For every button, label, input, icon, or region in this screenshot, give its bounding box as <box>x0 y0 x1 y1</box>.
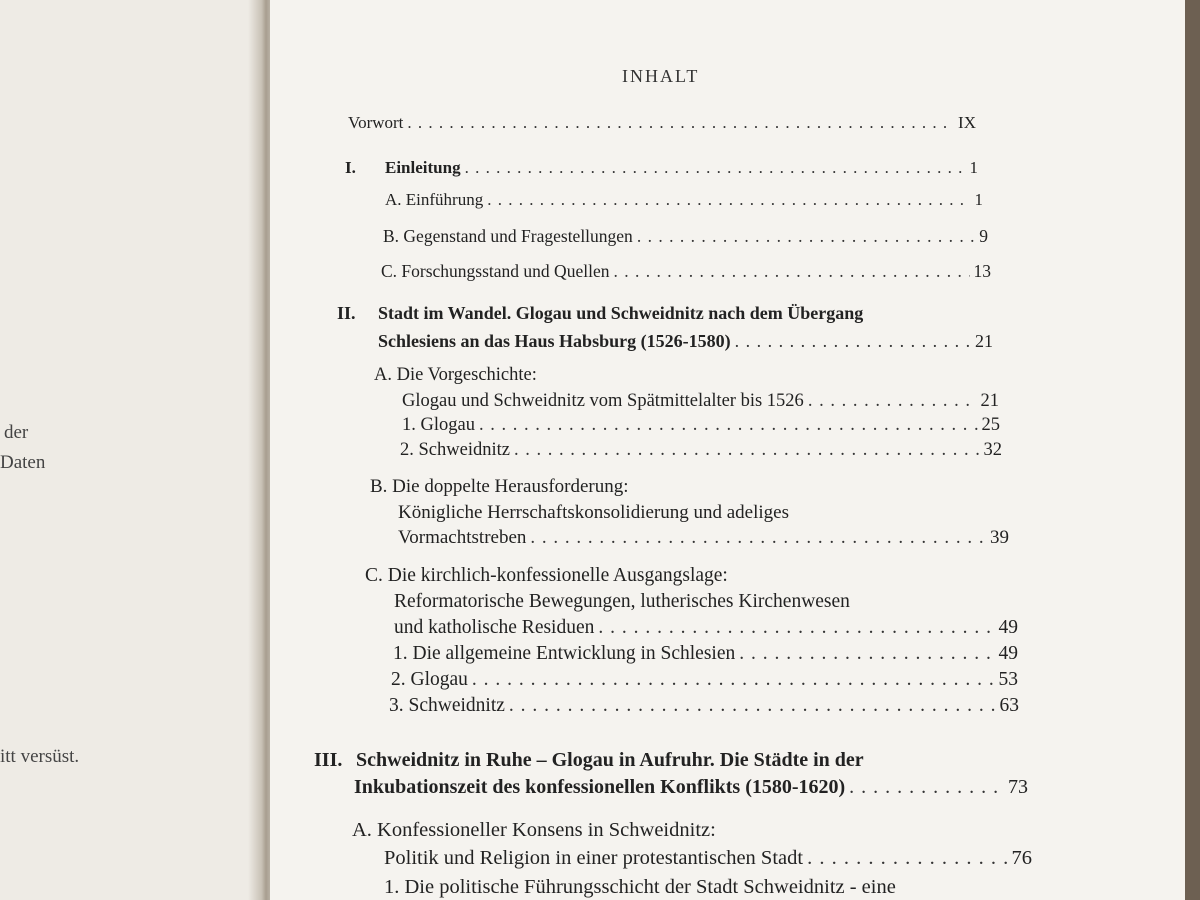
toc-entry-1a <box>385 190 983 210</box>
toc-page-number: 13 <box>973 261 991 281</box>
toc-entry-2c3 <box>389 695 1019 717</box>
leader-dots <box>407 113 954 133</box>
page-title: INHALT <box>622 66 700 86</box>
toc-entry-label: B. Gegenstand und Fragestellungen <box>383 226 633 246</box>
left-page <box>0 0 262 900</box>
toc-entry-label: 1. Glogau <box>402 415 475 435</box>
toc-page-number: 21 <box>980 391 999 411</box>
leader-dots <box>472 669 995 691</box>
toc-page-number: 49 <box>998 643 1018 664</box>
leader-dots <box>849 776 1004 799</box>
chapter-number: III. <box>314 749 343 771</box>
toc-entry-vorwort <box>348 113 976 133</box>
toc-entry-label: Glogau und Schweidnitz vom Spätmittelalter bis 1526 <box>402 391 804 411</box>
toc-page-number: 1 <box>969 158 978 177</box>
toc-section-heading: A. Konfessioneller Konsens in Schweidnitz: <box>352 819 716 841</box>
leader-dots <box>808 391 977 412</box>
toc-chapter-title: Stadt im Wandel. Glogau und Schweidnitz nach dem Übergang <box>378 303 864 323</box>
toc-page-number: 39 <box>990 527 1009 548</box>
leader-dots <box>465 158 966 178</box>
chapter-number: II. <box>337 303 356 323</box>
left-page-fragment: Daten <box>0 452 46 473</box>
toc-section-heading: C. Die kirchlich-konfessionelle Ausgangslage: <box>365 565 728 586</box>
leader-dots <box>735 331 971 352</box>
toc-entry-1b <box>383 226 988 247</box>
leader-dots <box>514 440 980 461</box>
toc-chapter-2 <box>378 331 993 352</box>
leader-dots <box>509 695 996 717</box>
toc-page-number: 73 <box>1008 776 1028 798</box>
toc-entry-2c1 <box>393 643 1018 665</box>
toc-entry-2a <box>402 391 999 412</box>
toc-entry-label: Vorwort <box>348 113 404 132</box>
left-page-fragment: itt versüst. <box>0 746 80 767</box>
leader-dots <box>637 226 975 247</box>
leader-dots <box>613 261 969 282</box>
toc-chapter-title: Schweidnitz in Ruhe – Glogau in Aufruhr. Die Städte in der <box>356 749 864 771</box>
toc-entry-label: 1. Die allgemeine Entwicklung in Schlesien <box>393 643 736 664</box>
leader-dots <box>487 190 970 210</box>
toc-entry-label: 2. Schweidnitz <box>400 440 510 460</box>
toc-page-number: 32 <box>983 440 1002 460</box>
toc-page-number: 1 <box>974 190 983 209</box>
toc-entry-label: A. Einführung <box>385 190 484 209</box>
leader-dots <box>807 847 1007 870</box>
toc-entry-2c2 <box>391 669 1018 691</box>
toc-entry-label: 3. Schweidnitz <box>389 695 505 716</box>
toc-page-number: 76 <box>1011 847 1032 869</box>
toc-section-line: Königliche Herrschaftskonsolidierung und adeliges <box>398 502 789 523</box>
toc-page-number: 63 <box>999 695 1019 716</box>
toc-chapter-1 <box>385 158 978 178</box>
leader-dots <box>530 527 986 549</box>
toc-entry-2a1 <box>402 415 1000 436</box>
page-edge-shadow <box>1185 0 1200 900</box>
toc-entry-label: Vormachtstreben <box>398 527 527 548</box>
leader-dots <box>598 617 994 639</box>
toc-entry-2c <box>394 617 1018 639</box>
toc-page-number: 9 <box>979 226 988 246</box>
toc-chapter-title: Schlesiens an das Haus Habsburg (1526-1580) <box>378 331 731 351</box>
toc-chapter-title: Inkubationszeit des konfessionellen Konflikts (1580-1620) <box>354 776 846 798</box>
toc-section-heading: A. Die Vorgeschichte: <box>374 365 537 385</box>
toc-chapter-3 <box>354 776 1028 799</box>
toc-entry-label: Politik und Religion in einer protestantischen Stadt <box>384 847 804 869</box>
toc-page-number: 53 <box>998 669 1018 690</box>
toc-page-number: 49 <box>998 617 1018 638</box>
toc-page-number: 25 <box>981 415 1000 435</box>
toc-entry-1c <box>381 261 991 282</box>
toc-chapter-title: Einleitung <box>385 158 461 177</box>
toc-entry-2a2 <box>400 440 1002 461</box>
toc-entry-label: C. Forschungsstand und Quellen <box>381 261 610 281</box>
left-page-fragment: der <box>4 422 29 443</box>
toc-page-number: IX <box>958 113 976 132</box>
toc-entry-3a <box>384 847 1032 870</box>
leader-dots <box>479 415 978 436</box>
toc-section-heading: B. Die doppelte Herausforderung: <box>370 476 629 497</box>
toc-entry-label: und katholische Residuen <box>394 617 595 638</box>
toc-section-line: Reformatorische Bewegungen, lutherisches Kirchenwesen <box>394 591 850 612</box>
toc-entry-partial: 1. Die politische Führungsschicht der Stadt Schweidnitz - eine <box>384 876 896 898</box>
toc-entry-2b <box>398 527 1009 549</box>
leader-dots <box>739 643 994 665</box>
chapter-number: I. <box>345 158 356 177</box>
toc-entry-label: 2. Glogau <box>391 669 468 690</box>
toc-page-number: 21 <box>975 331 993 351</box>
